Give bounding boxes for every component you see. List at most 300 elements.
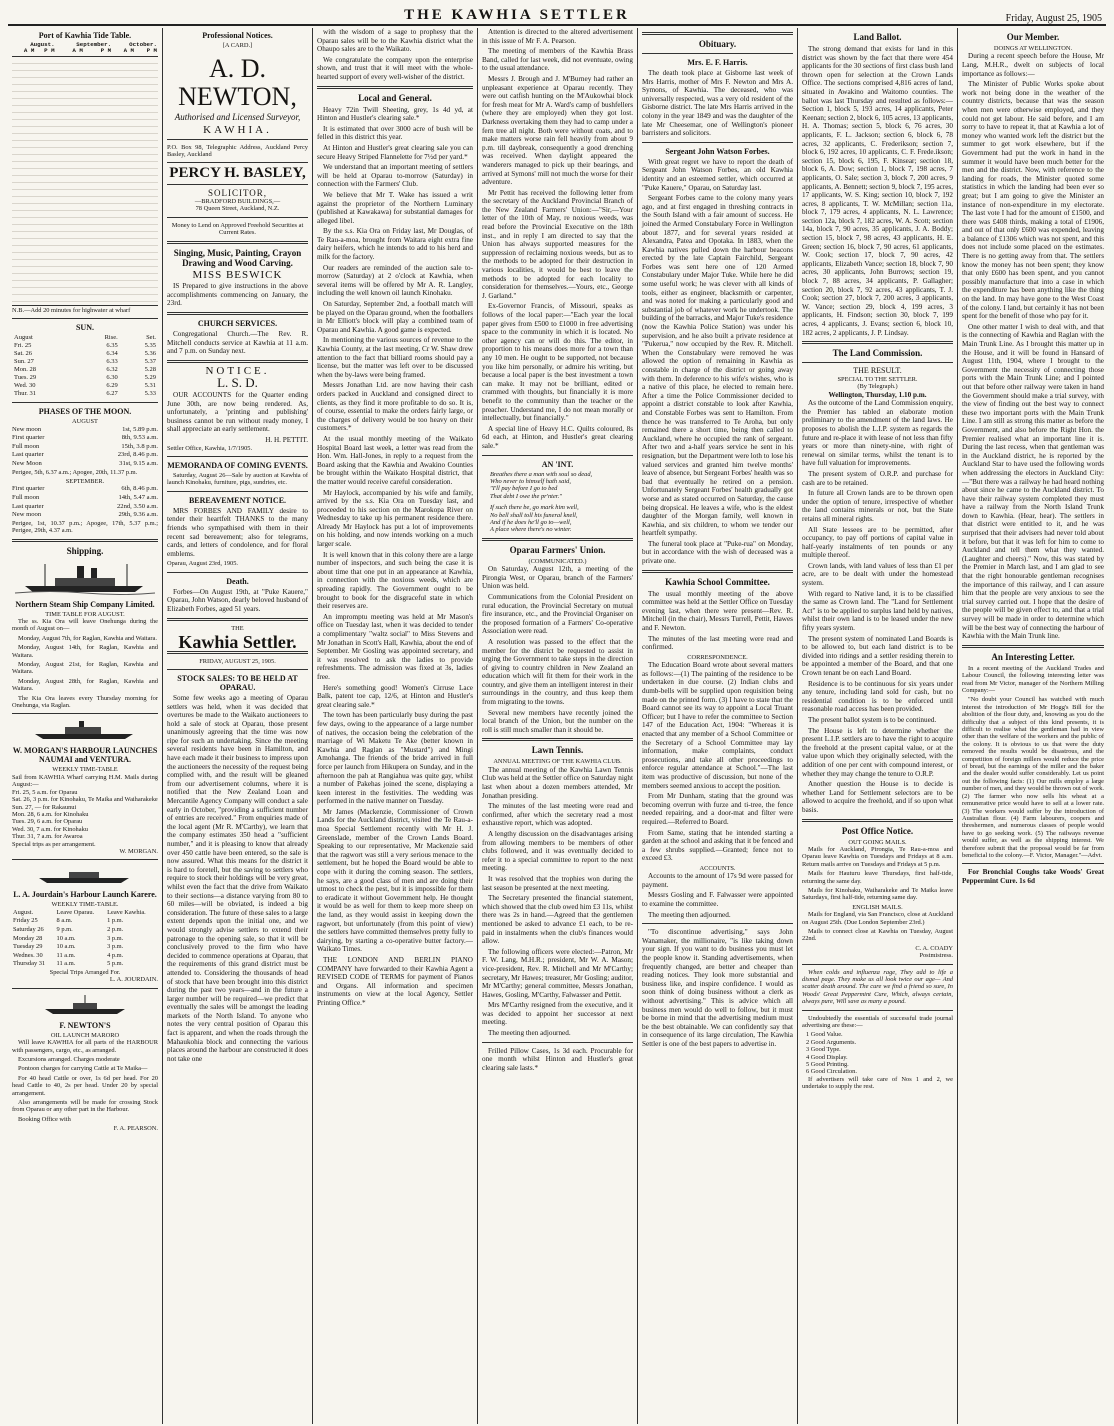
school-subhead: ACCOUNTS. bbox=[699, 864, 736, 872]
jourdain-kawhia: 1 p.m. bbox=[107, 917, 124, 925]
local-item: It is well known that in this colony there are a large number of inspectors, and such being the case it is about time that one put in an appearance at Kawhia, in connection with the noxious weeds, which are spreading rapidly. The Government ought to be brought to book for the disgraceful state in which their reserves are. bbox=[317, 550, 473, 611]
morgan-line: Tues. 29, 6 a.m. for Oparau bbox=[12, 818, 83, 826]
newton-launch-line: For 40 head Cattle or over, 1s 6d per head. For 20 head Cattle to 40, 2s per head. Under 20 by special arrangement. bbox=[12, 1074, 158, 1097]
column-1 bbox=[8, 28, 163, 1424]
pillow-ad: Frilled Pillow Cases, 1s 3d each. Procurable for one month whilst Hinton and Hustler's great clearing sale lasts.* bbox=[482, 1046, 633, 1072]
sun-header: Set. bbox=[146, 334, 156, 342]
sun-header: August bbox=[14, 334, 33, 342]
moon-aug-label: AUGUST bbox=[72, 418, 98, 426]
morgan-line: Special trips as per arrangement. bbox=[12, 840, 96, 848]
local-item: Ex-Governor Francis, of Missouri, speaks as follows of the local paper:—"Each year the local paper gives from £500 to £1000 in free advertising space to the community in which it is located. No other agency can or will do this. The editor, in proportion to his means does more for a town than any 10 men. He ought to be supported, not because you like him personally, or admire his writing, but because a local paper is the best investment a town can make. It may not be brilliant, edited or crammed with thoughts, but financially it is more benefit to the community than the teacher or the preacher. Understand me, I do not mean morally or intellectually, but financially." bbox=[482, 302, 633, 423]
tide-ampm: A M bbox=[23, 47, 35, 55]
sun-row bbox=[12, 366, 158, 374]
nss-line: The ss. Kia Ora will leave Onehunga during the month of August on— bbox=[12, 618, 158, 633]
morgan-title: W. MORGAN'S HARBOUR LAUNCHES NAUMAI and VENTURA. bbox=[12, 746, 158, 765]
ballot-para: The strong demand that exists for land in this district was shown by the fact that there were 454 applicants for the 30 sections of first class bush land thrown open for selection at the Crown Lands Office. The sections comprised 4,816 acres of land, situated in Awakino and Waitomo counties. The ballot was last Thursday and resulted as follows:—Section 1, block 5, 193 acres, 14 applicants, Peter Keenan; section 2, block 6, 105 acres, 13 applicants, H. A. Thomas; section 5, block 6, 76 acres, 30 applicants, F. L. Jackson; section 6, block 6, 78 acres, 32 applicants, C. Frederikson; section 7, block 6, 192 acres, 10 applicants, C. F. Frede.ikson; section 15, block 6, 195, F. Kinsear; section 18, block 6, A. Dow; section 1, block 7, 198 acres, 7 applicants, O. Sale; section 3, block 7, 200 acres, 9 applicants, A. Bennett; section 9, block 7, 195 acres, 17 applicants, W. S. King; section 10, block 7, 192 acres, 8 applicants, T. W. McMillan; section 11a, block 7, 179 acres, 4 applicants, N. L. Lawrence; section 12a, block 7, 182 acres, W. A. Scott; section 14a, block 7, 90 acres, 35 applicants, J. A. Boddy; section 15, block 7, 98 acres, 43 applicants, H. E. Green; section 16, block 7, 90 acres, 61 applicants, W. Cook; section 17, block 7, 90 acres, 42 applicants, Elizabeth Vance; section 18, block 7, 90 acres, 30 applicants, John Burrows; section 19, block 7, 88 acres, 34 applicants, P. Gallagher; section 20, block 7, 92 acres, 43 applicants, T. J. Cook; section 27, block 7, 200 acres, 3 applicants, W. Vance; section 29, block 4, 199 acres, 3 applicants, H. Findson; section 30, block 7, 199 acres, 4 applicants, J. Evans; section 6, block 10, 182 acres, 2 applicants, J. P. Lindsay. bbox=[802, 45, 953, 337]
tide-month: August. bbox=[30, 41, 55, 48]
english-mails-para: Mails to connect close at Kawhia on Tuesday, August 22nd. bbox=[802, 927, 953, 943]
essentials-intro: Undoubtedly the essentials of successful trade journal advertising are these:— bbox=[802, 1014, 953, 1030]
newton-launch-line: Pontoon charges for carrying Cattle at Te Maika— bbox=[18, 1065, 148, 1073]
tennis-para: A lengthy discussion on the disadvantages arising from allowing members to be members of other clubs followed, and it was eventually decided to refer it to a special committee to report to the next meeting. bbox=[482, 830, 633, 873]
sun-day: Wed. 30 bbox=[14, 382, 36, 390]
launch-icon bbox=[12, 718, 158, 742]
local-item: The town has been particularly busy during the past few days, owing to the appearance of a large number of natives, the occasion being the celebration of the marriage of Wi Maketu Te Ake (better known in Kawhia and Raglan as "Mustard") and Mingi Amohanga. The friends of the bride arrived in full force per launch from Hikupera on Sunday, and in the afternoon the pah at Rangiahua was quite gay, whilst a number of Pakehas joined the scene, displaying a keen interest in the festivities. The wedding was performed in the native manner on Tuesday. bbox=[317, 711, 473, 806]
school-para: Messrs Gosling and F. Falwasser were appointed to examine the committee. bbox=[642, 891, 793, 909]
tide-note: N.B.—Add 20 minutes for highwater at wharf bbox=[12, 306, 131, 314]
jourdain-title: L. A. Jourdain's Harbour Launch Karere. bbox=[13, 890, 157, 900]
moon-row bbox=[12, 443, 158, 452]
nss-line: Monday, August 14th, for Raglan, Kawhia and Waitara. bbox=[12, 644, 158, 659]
nss-line: Monday, August 7th, for Raglan, Kawhia and Waitara. bbox=[18, 634, 157, 642]
letter-title: An Interesting Letter. bbox=[991, 651, 1075, 662]
local-item: A special line of Heavy H.C. Quilts coloured, 8s 6d each, at Hinton, and Hustler's great clearing sale.* bbox=[482, 424, 633, 450]
sun-day: Sat. 26 bbox=[14, 350, 33, 358]
moon-phase: New moon bbox=[12, 425, 42, 433]
moon-sep-note: Perigee, 1st, 10.37 p.m.; Apogee, 17th, 5.37 p.m.; Perigee, 29th, 4.37 a.m. bbox=[12, 519, 158, 535]
moon-row bbox=[12, 494, 158, 503]
poem-line: "I'll pay before I go to bed bbox=[490, 485, 558, 493]
basley-name: PERCY H. BASLEY, bbox=[167, 162, 308, 185]
church-text: Congregational Church.—The Rev. R. Mitchell conducts service at Kawhia at 11 a.m. and 7 p.m. on Sunday next. bbox=[167, 330, 308, 356]
sun-rise: 6.30 bbox=[106, 374, 118, 382]
school-para: The minutes of the last meeting were read and confirmed. bbox=[642, 634, 793, 652]
sun-row bbox=[12, 382, 158, 390]
sun-row bbox=[12, 390, 158, 398]
moon-time: 14th, 5.47 a.m. bbox=[118, 494, 158, 501]
land-commission-para: Another question the House is to decide is whether Land for Settlement selectors are to be allowed to acquire the freehold, and if so upon what basis. bbox=[802, 780, 953, 814]
sun-rise: 6.33 bbox=[106, 358, 118, 366]
jourdain-row bbox=[12, 935, 158, 944]
newton-launch-subtitle: OIL LAUNCH MARORO bbox=[50, 1031, 120, 1039]
moon-sep-label: SEPTEMBER. bbox=[65, 478, 105, 485]
school-para: Accounts to the amount of 17s 9d were passed for payment. bbox=[642, 872, 793, 889]
farmers-sub: (COMMUNICATED.) bbox=[528, 557, 587, 565]
tide-table bbox=[12, 42, 158, 55]
sun-day: Fri. 25 bbox=[14, 342, 32, 350]
essentials-list bbox=[802, 1031, 953, 1075]
tennis-para: It was resolved that the trophies won during the last season be presented at the next meeting. bbox=[482, 874, 633, 892]
jourdain-kawhia: 5 p.m. bbox=[107, 960, 124, 968]
column-4 bbox=[478, 28, 638, 1424]
sun-day: Tues. 29 bbox=[14, 374, 37, 382]
sun-row bbox=[12, 342, 158, 350]
moon-row bbox=[12, 434, 158, 443]
post-office-para: Mails for Hauturu leave Thursdays, first half-tide, returning the same day. bbox=[802, 870, 953, 885]
moon-phase: Last quarter bbox=[12, 502, 44, 510]
moon-time: 15th, 3.8 p.m. bbox=[121, 442, 158, 450]
local-item: We believe that Mr T. Wake has issued a writ against the proprietor of the Northern Luminary (published at Kawakawa) for substantial damages for alleged libel. bbox=[317, 190, 473, 225]
moon-row bbox=[12, 511, 158, 520]
forbes-para: The funeral took place at "Puke-rua" on Monday, but in accordance with the wish of deceased was a private one. bbox=[642, 539, 793, 566]
shipping-title: Shipping. bbox=[66, 545, 104, 556]
tide-ampm-row bbox=[12, 48, 158, 54]
essentials-item: 4 Good Display. bbox=[806, 1053, 848, 1061]
land-commission-para: Residence is to be continuous for six years under any tenure, including land sold for cash, but no residential condition is to be enforced until reasonable road access has been provided. bbox=[802, 679, 953, 714]
english-mails-para: Mails for England, via San Francisco, close at Auckland on August 25th. (Due London September 23rd.) bbox=[802, 911, 953, 926]
moon-time: 29th, 9.36 a.m. bbox=[118, 511, 158, 519]
school-title: Kawhia School Committee. bbox=[665, 576, 770, 587]
school-para: The Education Board wrote about several matters as follows:—(1) The painting of the residence to be undertaken in due course. (2) Indian clubs and dumb-bells will be supplied upon requisition being made on the printed form. (3) I have to state that the Board cannot see its way to appoint a Local Truant Officer; but I have to refer the committee to Section 147 of the Education Act, 1904: "Whereas it is enacted that any member of a School Committee or the Secretary of a School Committee may lay information, make complaints, conduct prosecutions, and take all other proceedings to enforce regular attendance at School."—The last item was productive of discussion, but none of the members seemed anxious to accept the position. bbox=[642, 661, 793, 790]
nss-subtitle: TIME TABLE FOR AUGUST. bbox=[45, 610, 125, 618]
sun-rise: 6.29 bbox=[106, 382, 118, 390]
morgan-line: Sail from KAWHIA Wharf carrying H.M. Mails during August:— bbox=[12, 773, 158, 789]
local-item: By the s.s. Kia Ora on Friday last, Mr Douglas, of Te Rau-a-moa, brought from Waitara eight extra fine dairy heifers, which he intends to add to his herd and milk for the factory. bbox=[317, 227, 473, 262]
bottom-ad: For Bronchial Coughs take Woods' Great Peppermint Cure. 1s 6d bbox=[962, 868, 1104, 885]
moon-row bbox=[12, 451, 158, 460]
moon-phase: Full moon bbox=[12, 494, 40, 501]
poem-line: That debt I owe the pr'nter." bbox=[490, 492, 562, 500]
jourdain-note: Special Trips Arranged For. bbox=[49, 968, 121, 976]
moon-phase: First quarter bbox=[12, 485, 45, 493]
basley-address: 78 Queen Street, Auckland, N.Z. bbox=[195, 205, 280, 213]
moon-phase: First quarter bbox=[12, 434, 45, 442]
moon-time: 1st, 5.89 p.m. bbox=[122, 425, 158, 433]
masthead-date: Friday, August 25, 1905 bbox=[1005, 13, 1102, 24]
sun-day: Mon. 28 bbox=[14, 366, 37, 374]
steamship-icon bbox=[12, 560, 158, 596]
member-sub: DOINGS AT WELLINGTON. bbox=[993, 45, 1073, 52]
jourdain-oparau: 10 a.m. bbox=[56, 934, 76, 942]
jourdain-header: Leave Oparau. bbox=[56, 908, 95, 916]
death-title: Death. bbox=[226, 576, 249, 586]
moon-row bbox=[12, 503, 158, 512]
land-commission-para: In future all Crown lands are to be thrown open under the option of tenure, irrespective of whether the land contains minerals or not, but the State retains all mineral rights. bbox=[802, 489, 953, 523]
forbes-para: Sergeant Forbes came to the colony many years ago, and at first engaged in threshing contracts in the South Island with a fair amount of success. He joined the Armed Constabulary Force in Wellington about 1877, and for several years resided at Alexandra, Patea and Opotaka. In 1883, when the Kawhia natives pulled down the harbour beacons erected by the late Captain Fairchild, Sergeant Forbes was sent here one of 120 Armed Constabulary under Major Tuke. While here he did some useful work; he was clever with all kinds of tools, either as engineer, blacksmith or carpenter, and was noted for making a particularly good and substantial job of whatever work he undertook. The building of the barracks, and Major Tuke's residence (now the Kawhia Police Station) was under his supervision, and he also built a private residence at "Pukerua," now occupied by the Rev. R. Mitchell. When the Constabulary were removed he was allowed the option of remaining in Kawhia as constable in charge of the district or going away with them. In deference to his wife's wishes, who is a native of this place, he elected to remain here. After a time the Police Commissioner decided to appoint a district constable to look after Kawhia, and Constable Forbes was sent to Hamilton. From thence he was transferred to Te Aroha, but only remained there a short time, being then called to Auckland, where he occupied the rank of sergeant. After two and a-half years service he sent in his resignation, but the Department were loth to lose his valued services and granted him twelve months' leave of absence, but Sergeant Forbes' health was so bad that eventually he retired on a pension. Unfortunately Sergeant Forbes' health gradually got worse and as stated occurred on Saturday, the cause being dropsical. He leaves a wife, who is the eldest daughter of the Morgan family, well known in Kawhia, and six children, to whom we tender our heartfelt sympathy. bbox=[642, 194, 793, 538]
newton-launch-line: Booking Office with bbox=[18, 1115, 71, 1123]
morgan-line: Sun. 27, — for Rakaunui bbox=[12, 803, 77, 811]
local-item: Messrs J. Brough and J. M'Burney had rather an unpleasant experience at Oparau recently. They were out catfish hunting on the M'Aukowhai block for fresh meat for Mr A. Ward's camp of bushfellers (where they are employed) when they got lost. Darkness overtaking them they had to camp under a fern tree all night. Both were without coats, and to make matters worse rain fell heavily from about 9 p.m. till daybreak, consequently a good drenching was received. When daylight appeared the wanderers managed to pick up their bearings, and arrived at Symons' mill not much the worse for their adventure. bbox=[482, 74, 633, 187]
notice-title: NOTICE. bbox=[205, 364, 270, 377]
death-text: Forbes—On August 19th, at "Puke Kauere," Oparau, John Watson, dearly beloved husband of Elizabeth Forbes, aged 51 years. bbox=[167, 587, 309, 613]
letter-para: In a recent meeting of the Auckland Trades and Labour Council, the following interesting letter was read from Mr Victor, manager of the Northern Milling Company:— bbox=[962, 664, 1104, 694]
local-item: At the usual monthly meeting of the Waikato Hospital Board last week, a letter was read from the Hon. Wm. Hall-Jones, in reply to a request from the Board asking that the Kawhia and Awakino Counties be brought within the Waikato Hospital district, that the matter would receive careful consideration. bbox=[317, 434, 473, 486]
poem bbox=[482, 471, 633, 534]
jourdain-kawhia: 4 p.m. bbox=[107, 951, 124, 959]
lsd-title: L. S. D. bbox=[217, 375, 258, 391]
sun-set: 5.36 bbox=[144, 350, 156, 358]
forbes-title: Sergeant John Watson Forbes. bbox=[665, 146, 770, 156]
sun-title: SUN. bbox=[75, 323, 94, 333]
land-commission-para: The present ballot system is to be continued. bbox=[808, 715, 937, 724]
sun-header: Rise. bbox=[104, 334, 118, 342]
professional-title: Professional Notices. bbox=[202, 31, 273, 40]
poem-line: Breathes there a man with soul so dead, bbox=[490, 470, 593, 478]
poem-line: And if he does he'll go to—well, bbox=[490, 518, 572, 526]
morgan-line: Wed. 30, 7 a.m. for Kinohaku bbox=[12, 825, 88, 833]
school-para: The usual monthly meeting of the above committee was held at the Settler Office on Tuesday evening last, when there were present—Rev. R. Mitchell (in the chair), Messrs Turrell, Pettit, Hawes and F. Newton. bbox=[642, 589, 793, 633]
moon-phase: Full moon bbox=[12, 442, 40, 450]
stock-title: STOCK SALES: TO BE HELD AT OPARAU. bbox=[177, 673, 298, 692]
essentials-item: 5 Good Printing. bbox=[806, 1061, 849, 1069]
tennis-para: The annual meeting of the Kawhia Lawn Tennis Club was held at the Settler office on Saturday night last when about a dozen members attended, Mr Jonathan presiding. bbox=[482, 765, 633, 800]
issue-date: FRIDAY, AUGUST 25, 1905. bbox=[199, 657, 276, 665]
bereavement-title: BEREAVEMENT NOTICE. bbox=[188, 495, 287, 505]
sun-row bbox=[12, 358, 158, 366]
jourdain-row bbox=[12, 917, 158, 926]
local-item: Heavy 72in Twill Sheeting, grey, 1s 4d yd, at Hinton and Hustler's clearing sale.* bbox=[317, 105, 473, 123]
post-office-signature-title: Postmistress. bbox=[919, 952, 953, 960]
bereavement-text: MRS FORBES AND FAMILY desire to tender their heartfelt THANKS to the many friends who sympathised with them in their recent sad bereavement; also for telegrams, cards, and letters of condolence, and for floral emblems. bbox=[167, 506, 308, 558]
jourdain-header: August. bbox=[13, 908, 34, 916]
column-3 bbox=[313, 28, 478, 1424]
stock-continued: We congratulate the company upon the enterprise shown, and trust that it will meet with the whole-hearted support of every well-wisher of the district. bbox=[317, 55, 473, 81]
launch-icon bbox=[12, 864, 158, 886]
land-commission-para: The House is left to determine whether the present L.I.P. settlers are to have the right to acquire the freehold at the present capital value, or at the value upon which they originally selected, with the addition of one per cent with compound interest, or whether they may change the tenure to O.R.P. bbox=[802, 726, 953, 778]
poem-line: A place where there's no winter. bbox=[490, 526, 572, 534]
lsd-signature: H. H. PETTIT. bbox=[265, 435, 308, 444]
column-7 bbox=[958, 28, 1108, 1424]
essentials-item: 6 Good Circulation. bbox=[806, 1068, 857, 1076]
moon-time: 6th, 8.46 p.m. bbox=[121, 485, 158, 493]
newton-launch-line: Excursions arranged. Charges moderate bbox=[18, 1055, 120, 1063]
sun-set: 5.37 bbox=[144, 358, 156, 366]
moon-phase: Last quarter bbox=[12, 451, 44, 459]
memo-title: MEMORANDA OF COMING EVENTS. bbox=[167, 460, 308, 470]
morgan-line: Fri. 25, 5 a.m. for Oparau bbox=[12, 788, 78, 796]
sun-set: 5.31 bbox=[144, 382, 156, 390]
newton-town: KAWHIA. bbox=[203, 124, 272, 136]
obituary-sub: Mrs. E. F. Harris. bbox=[687, 58, 748, 67]
member-title: Our Member. bbox=[1006, 32, 1060, 42]
tide-month: October. bbox=[129, 41, 157, 48]
land-commission-para: All State lessees are to be permitted, after occupancy, to pay off portions of capital value in half-yearly instalments of ten pounds or any multiple thereof. bbox=[802, 525, 953, 560]
sun-set: 5.35 bbox=[144, 342, 156, 350]
jourdain-day: Thursday 31 bbox=[13, 960, 46, 968]
masthead-title: THE KAWHIA SETTLER bbox=[404, 7, 630, 23]
nss-line: Monday, August 28th, for Raglan, Kawhia and Waitara. bbox=[12, 677, 158, 693]
land-commission-telegraph: (By Telegraph.) bbox=[857, 383, 898, 391]
tide-title: Port of Kawhia Tide Table. bbox=[38, 31, 132, 40]
essentials-outro: If advertisers will take care of Nos 1 and 2, we undertake to supply the rest. bbox=[802, 1075, 953, 1091]
poem-title: AN 'INT. bbox=[541, 459, 574, 469]
jourdain-day: Wednes. 30 bbox=[13, 951, 43, 959]
jourdain-row bbox=[12, 943, 158, 952]
basley-building: —BRADFORD BUILDINGS,— bbox=[194, 198, 281, 205]
obituary-title: Obituary. bbox=[698, 39, 737, 49]
ballot-title: Land Ballot. bbox=[853, 32, 902, 42]
jourdain-day: Saturday 26 bbox=[13, 925, 44, 933]
post-office-sub: OUT GOING MAILS. bbox=[848, 838, 907, 846]
stock-text: Some few weeks ago a meeting of Oparau settlers was held, when it was decided that overtures be made to the Waikato auctioneers to hold a sale of stock at Oparau, those present unanimously agreeing that the time was now ripe for such an undertaking. Since the meeting several residents have been in Hamilton, and have each made it their business to impress upon the auctioneers the necessity of the request being complied with, and the result will be gleaned from our advertisement columns, where it is notified that the New Zealand Loan and Mercantile Agency Company will conduct a sale early in October, "providing a sufficient number of entries are received." From enquiries made of the local agent (Mr R. M'Carthy), we learn that the company estimates 350 head a "sufficient number," and it is pleasing to know that already over 450 cattle have been entered, so the sale is now assured. What this means for the district it is hard to foretell, but the saving to settlers who require to stock their holdings will be very great, whilst even the fact that the drive from Waikato to their sections—a distance varying from 80 to 60 miles—will be obviated, is indeed a big consideration. The future of these sales to a large extent depends upon the initial one, and we would strongly advise settlers to extend their patronage to the opening sale, so that it will be conclusively proved to the firm who have decided to commence operations at Oparau, that the requirements of this grand district must be attended to. Considering the thousands of head of stock that have been brought into this district during the past two years—and in the future a larger number will be required—we predict that eventually the sales will be amongst the leading markets of the North Island. To anyone who notes the very central position of Oparau this fact is apparent, and when the roads through the Mahaukohia block and connecting the various places around the harbour are constructed it does not take one bbox=[167, 693, 308, 1063]
jourdain-kawhia: 3 p.m. bbox=[107, 934, 124, 942]
tennis-para: Mrs M'Carthy resigned from the executive, and it was decided to appoint her successor at next meeting. bbox=[482, 1001, 633, 1027]
nss-line: The Kia Ora leaves every Thursday morning for Onehunga, via Raglan. bbox=[12, 694, 158, 710]
lsd-office: Settler Office, Kawhia, 1/7/1905. bbox=[167, 444, 253, 452]
newton-launch-signature: F. A. PEARSON. bbox=[113, 1125, 158, 1133]
school-para: The meeting then adjourned. bbox=[648, 910, 731, 919]
newton-launch-line: Will leave KAWHIA for all parts of the HARBOUR with passengers, cargo, etc., as arranged. bbox=[12, 1039, 158, 1054]
sun-rise: 6.34 bbox=[106, 350, 118, 358]
land-commission-para: The present system of O.R.P. and purchase for cash are to be retained. bbox=[802, 469, 953, 487]
farmers-title: Oparau Farmers' Union. bbox=[509, 544, 606, 555]
jourdain-row bbox=[12, 960, 158, 969]
post-office-signature: C. A. COADY bbox=[915, 944, 953, 952]
morgan-subtitle: WEEKLY TIME-TABLE bbox=[52, 766, 118, 774]
land-commission-para: As the outcome of the Land Commission enquiry, the Premier has tabled an elaborate motion preliminary to the amendment of the land laws. He proposes to abolish the L.I.P. system as regards the future and re-place it with lease of not less than fifty years or more than ninety-nine, with right of renewal on similar terms, whilst the tenant is to have full valuation for improvements. bbox=[802, 399, 953, 468]
english-mails-title: ENGLISH MAILS. bbox=[852, 903, 903, 911]
poem-line: No bell shall toll his funeral knell, bbox=[490, 511, 578, 519]
jourdain-subtitle: WEEKLY TIME-TABLE. bbox=[51, 901, 119, 909]
essentials-item: 2 Good Arguments. bbox=[806, 1038, 857, 1046]
jourdain-day: Friday 25 bbox=[13, 917, 38, 925]
land-commission-title: The Land Commission. bbox=[832, 348, 923, 359]
local-item: Messrs Jonathan Ltd. are now having their cash orders packed in Auckland and consigned direct to clients, as they find it more profitable to do so. It is, of course, essential to make the orders fairly large, or the charges of delivery would be too heavy on their customers.* bbox=[317, 381, 473, 433]
post-office-para: Mails for Kinohaku, Waiharakeke and Te Maika leave Saturdays, first half-tide, returning same day. bbox=[802, 886, 953, 902]
jourdain-day: Monday 28 bbox=[13, 934, 43, 942]
post-office-title: Post Office Notice. bbox=[841, 825, 914, 836]
moon-row bbox=[12, 485, 158, 494]
sun-rise: 6.35 bbox=[106, 342, 118, 350]
local-item: We understand that an important meeting of settlers will be held at Oparau to-morrow (Saturday) in connection with the Farmers' Club. bbox=[317, 163, 473, 189]
morgan-line: Thur. 31, 7 a.m. for Awaroa bbox=[12, 833, 83, 841]
land-commission-para: Crown lands, with land values of less than £1 per acre, are to be dealt with under the homestead system. bbox=[802, 561, 953, 588]
masthead bbox=[8, 4, 1106, 26]
tennis-para: The meeting then adjourned. bbox=[488, 1029, 571, 1038]
poem-line: Who never to himself hath said, bbox=[490, 477, 571, 485]
cough-verse: When colds and influenza rage, They add to life a dismal page. They make us all look twice our age— And scatter death around. The cure we find a friend so sure, In Woods' Great Peppermint Cure, Which, always certain, always pure, Will save as many a pound. bbox=[802, 968, 953, 1006]
land-commission-para: With regard to Native land, it is to be classified the same as Crown land. The "Land for Settlement Act" is to be applied to surplus land held by natives, whilst their own land is to be leased under the new fifty years system. bbox=[802, 589, 953, 633]
jourdain-table bbox=[12, 909, 158, 969]
jourdain-kawhia: 3 p.m. bbox=[107, 943, 124, 951]
moon-row bbox=[12, 426, 158, 435]
tennis-title: Lawn Tennis. bbox=[531, 745, 584, 756]
beswick-heading: Singing, Music, Painting, Crayon Drawing and Wood Carving. bbox=[173, 247, 302, 268]
jourdain-oparau: 11 a.m. bbox=[56, 951, 76, 959]
nameplate-the: THE bbox=[231, 624, 244, 632]
forbes-para: With great regret we have to report the death of Sergeant John Watson Forbes, an old Kawhia identity and an esteemed settler, which occurred at "Puke Kauere," Oparau, on Saturday last. bbox=[642, 157, 793, 192]
nss-title: Northern Steam Ship Company Limited. bbox=[15, 599, 155, 609]
farmers-para: On Saturday, August 12th, a meeting of the Pirongia West, or Oparau, branch of the Farmers' Union was held. bbox=[482, 565, 633, 591]
sun-row bbox=[12, 350, 158, 358]
tennis-para: The Secretary presented the financial statement, which showed that the club owed him £3 11s, whilst there was 2s in hand.—Agreed that the gentlemen mentioned be asked to advance £1 each, to be re-paid in instalments when the club's finances would allow. bbox=[482, 894, 633, 946]
tide-ampm: P M bbox=[44, 47, 55, 55]
local-item: It is estimated that over 3000 acre of bush will be felled in this district this year. bbox=[317, 124, 473, 142]
newton-launch-line: Also arrangements will be made for crossing Stock from Oparau or any other part in the Harbour. bbox=[12, 1098, 158, 1114]
tide-ampm: P M bbox=[146, 47, 157, 55]
sun-rise: 6.32 bbox=[106, 366, 118, 374]
morgan-line: Sat. 26, 3 p.m. for Kinohaku, Te Maika and Waiharakeke bbox=[12, 796, 158, 804]
local-item: Mr Haylock, accompanied by his wife and family, arrived by the s.s. Kia Ora on Tuesday last, and proceeded to his section on the Marokopa River on Wednesday to take up his permanent residence there. Already Mr Haylock has put a lot of improvements on his holding, and now intends working on a much larger scale. bbox=[317, 488, 473, 549]
moon-row bbox=[12, 460, 158, 469]
moon-time: 23rd, 8.46 p.m. bbox=[117, 451, 158, 459]
sun-day: Thur. 31 bbox=[14, 390, 37, 398]
newton-launch-title: F. NEWTON'S bbox=[59, 1020, 111, 1030]
stock-continued: with the wisdom of a sage to prophesy that the Oparau sales will be to the Kawhia district what the Ohaupo sales are to the Waikato. bbox=[317, 28, 473, 54]
school-subhead: CORRESPONDENCE. bbox=[687, 653, 748, 661]
columns bbox=[8, 28, 1106, 1424]
moon-phase: New Moon bbox=[12, 460, 42, 467]
school-para: From Mr Dunham, stating that the ground was becoming overrun with furze and ti-tree, the fence needed repairing, and a door-mat and filter were required.—Referred to Board. bbox=[642, 792, 793, 826]
jourdain-row bbox=[12, 952, 158, 961]
local-item: The meeting of members of the Kawhia Brass Band, called for last week, did not eventuate, owing to the usual attendance. bbox=[482, 47, 633, 73]
member-para: During a recent speech before the House, Mr Lang, M.H.R., dwelt on subjects of local importance as follows:— bbox=[962, 52, 1104, 78]
local-item: THE LONDON AND BERLIN PIANO COMPANY have forwarded to their Kawhia Agent a REVISED CODE of TERMS for payment of Pianos and Organs. All information and specimen instruments on view at the local Agency, Settler Printing Office.* bbox=[317, 955, 473, 1007]
lsd-text: OUR ACCOUNTS for the Quarter ending June 30th, are now being rendered. As, unfortunately, a 'printing and publishing' business cannot be run without ready money, I shall appreciate an early settlement. bbox=[167, 390, 308, 434]
beswick-name: MISS BESWICK bbox=[192, 268, 283, 281]
local-item: Attention is directed to the altered advertisement in this issue of Mr F. A. Pearson. bbox=[482, 28, 633, 45]
farmers-para: Several new members have recently joined the local branch of the Union, but the number on the roll is still much smaller than it should be. bbox=[482, 708, 633, 734]
land-commission-special: SPECIAL TO THE SETTLER. bbox=[837, 375, 918, 383]
member-para: The Minister of Public Works spoke about work not being done in the weather of the country districts, because that was the season when men were otherwise employed, and they could not get labour. He said before, and I am sorry to have to repeat it, that at Kawhia a lot of money who wanted work left the district but the summer to get work elsewhere, but if the Government had put the work in hand in the summer it would have been much better for the men and the district. Now, with reference to the landing for roads, the Minister quoted some statistics in which the landing had been ever so great; but I am going to give the Minister an instance of non-expenditure in my electorate. The last vote I had for the amount of £1500, and there was £408 thirds, making a total of £1906, and out of that only £600 was expended, leaving a balance of £1306 which was not spent, and this does not include some placed on the estimates. There is no getting away from that. The settlers know the money has not been spent; they know that only £600 has been spent, and you cannot possibly manufacture that into a case in which the expenditure has been anything like the thing on the land. In may have gone to the West Coast of the colony. I land, but certainly it has not been spent for the benefit of those who pay for it. bbox=[962, 80, 1104, 321]
essentials-item: 1 Good Value. bbox=[806, 1031, 843, 1039]
jourdain-oparau: 8 a.m. bbox=[56, 917, 73, 925]
obituary-para: The death took place at Gisborne last week of Mrs Harris, mother of Mrs F. Newton and Mrs A. Symons, of Kawhia. The deceased, who was universally respected, was a very old resident of the Gisborne district. The late Mrs Harris arrived in the colony in the year 1849 and was the daughter of the late Mr Cheesemar, one of Wellington's pioneer barristers and solicitors. bbox=[642, 69, 793, 138]
moon-aug-note: Perigee, 5th, 6.37 a.m.; Apogee, 20th, 11.37 p.m. bbox=[12, 468, 138, 476]
wanamaker-quote: "To discontinue advertising," says John Wanamaker, the millionaire, "is like taking down your sign. If you want to do business you must let the people know it. Standing advertisements, when frequently changed, are better and cheaper than reading notices. They look more substantial and business like, and inspire confidence. I would as soon think of doing business without a clerk as without advertising." This is advice which all business men would do well to follow, but it must be borne in mind that the advertising medium must be the best obtainable. We can confidently say that in consequence of its large circulation, The Kawhia Settler is one of the best papers to advertise in. bbox=[642, 928, 793, 1048]
bereavement-place: Oparau, August 23rd, 1905. bbox=[167, 560, 238, 568]
local-item: Mr Pettit has received the following letter from the secretary of the Auckland Provincial Branch of the New Zealand Farmers' Union:—"Sir,—Your letter of the 10th of May, re noxious weeds, was read before the Provincial Executive on the 18th inst., and in reply I am directed to say that the Union has always supported measures for the suppression of reclaiming noxious weeds, but as to the methods to be adopted for their destruction in various localities, it would be best to leave the methods to be adopted for each locality to consideration for themselves.—Yours, etc., George J. Garland." bbox=[482, 188, 633, 300]
sun-row bbox=[12, 374, 158, 382]
tennis-sub: ANNUAL MEETING OF THE KAWHIA CLUB. bbox=[493, 758, 622, 766]
local-item: Here's something good! Women's Cirruse Lace Balk, patent toe cap, 12/6, at Hinton and Hustler's great clearing sale.* bbox=[317, 683, 473, 709]
local-item: In mentioning the various sources of revenue to the Kawhia County, at the last meeting, Cr W. Shaw drew attention to the fact that billiard rooms should pay a license, but the matter was left over to be discussed when the by-laws were being framed. bbox=[317, 336, 473, 379]
tide-ampm: A M bbox=[72, 47, 83, 55]
memo-text: Saturday, August 26—Sale by auction at Kawhia of launch Kinohaku, furniture, pigs, sundries, etc. bbox=[167, 471, 308, 487]
basley-money: Money to Lend on Approved Freehold Securities at Current Rates. bbox=[171, 221, 304, 237]
card-label: [A CARD.] bbox=[222, 42, 253, 49]
jourdain-row bbox=[12, 926, 158, 935]
school-para: From Same, stating that he intended starting a garden at the school and asking that it be fenced and a few shrubs supplied.—Granted; fence not to exceed £3. bbox=[642, 828, 793, 863]
tide-ampm: A M bbox=[123, 47, 135, 55]
sun-set: 5.28 bbox=[144, 366, 156, 374]
essentials-item: 3 Good Type. bbox=[806, 1046, 841, 1054]
post-office-para: Mails for Auckland, Pirongia, Te Rau-a-moa and Oparau leave Kawhia on Tuesdays and Fridays at 8 a.m. Return mails arrive on Tuesdays and Fridays at 5 p.m. bbox=[802, 845, 953, 868]
church-title: CHURCH SERVICES. bbox=[197, 319, 278, 328]
newton-role: Authorised and Licensed Surveyor, bbox=[174, 112, 301, 123]
farmers-para: Communications from the Colonial President on rural education, the Provincial Secretary on mutual fire insurance, etc., and the Provincial Organiser on the proposed formation of a Farmers' Co-operative Association were read. bbox=[482, 592, 633, 636]
basley-role: SOLICITOR, bbox=[207, 188, 268, 199]
nss-line: Monday, August 21st, for Raglan, Kawhia and Waitara. bbox=[12, 661, 158, 676]
nameplate: Kawhia Settler. bbox=[178, 631, 297, 652]
poem-line: If such there be, go mark him well, bbox=[490, 504, 579, 512]
jourdain-oparau: 11 a.m. bbox=[56, 960, 76, 968]
sun-rise: 6.27 bbox=[106, 390, 118, 398]
local-item: An impromptu meeting was held at Mr Mason's office on Tuesday last, when it was decided to tender a complimentary "waltz social" to Miss Stevens and Mr Jonathan in Scott's Hall, Kawhia, about the end of September. Mr Gosling was appointed secretary, and it was resolved to ask the ladies to provide refreshments. The admission was fixed at 3s, ladies free. bbox=[317, 612, 473, 681]
column-6 bbox=[798, 28, 958, 1424]
jourdain-oparau: 9 p.m. bbox=[56, 925, 73, 933]
moon-time: 31st, 9.15 a.m. bbox=[119, 460, 158, 467]
sun-header-row bbox=[12, 334, 158, 342]
newton-name: A. D. NEWTON, bbox=[178, 54, 297, 112]
jourdain-kawhia: 2 p.m. bbox=[107, 925, 124, 933]
moon-time: 22nd, 3.50 a.m. bbox=[116, 502, 158, 510]
letter-para: "No doubt your Council has watched with much interest the introduction of Mr Hogg's Bill for the abolition of the flour duty, and, knowing as you do the difficulty that a subject of this kind presents, it is difficult to realise what the gentleman had in view other than the welfare of the workers and the public of the colony. It is obvious to us that were the duty removed the results would be disastrous, and the competition of foreign millers would reduce the price of bread, but the earnings of the miller and the baker and the dealer would suffer considerably. Let us point out the following facts: (1) Our mills employ a large number of men, and they would be thrown out of work. (2) The farmer who now sells his wheat at a remunerative price would have to sell at a lower rate. (3) The workers would suffer by the introduction of Australian flour. (4) Farm labourers, coopers and threshermen, and numerous classes of people would have to go seeking work. (5) The railways revenue would suffer, as well as the shipping interest. We therefore submit that the proposal would be far from beneficial to the colony.—F. Victor, Manager."—Advt. bbox=[962, 696, 1104, 859]
member-para: One other matter I wish to deal with, and that is the connecting of Kawhia and Raglan with the Main Trunk Line. As I brought this matter up in the House, and it will be found in Hansard of August 11th, 1904, where I brought to the Government the necessity of connecting those ports with the Main Trunk Line; and I pointed out that before other railway were taken in hand the Government should make a trial survey, with the view of finding out the best way to connect these two important ports with the Main Trunk Line. I am still as strong this matter as before the Government, and also before the Right Hon. the Premier realised what an important line it is. During the last recess, when that gentleman was in the Auckland district, he is reported by the Auckland Star to have used the following words when addressing the electors in Auckland City:—"But there was a railway he had heard nothing about since he came to the Auckland district. To have their railway system completed they must have a railway from the North Island Trunk down to Kawhia. (Hear, hear). The settlers in that district were entitled to it, and he was surprised that their advisers had never told about it before, but that it was left for him to come to Auckland and tell them what they wanted. (Laughter and cheers)." Now, this was stated by the Premier in March last, and I am glad to see that the right honourable gentleman recognises the importance of this railway, and I can assure him that the people are very anxious to see the trial survey carried out. I hope that the desire of the people will be given effect to, and that a trial survey will be made in order to determine which will be the best way of connecting the harbour of Kawhia with the Main Trunk line. bbox=[962, 322, 1104, 641]
local-item: Our readers are reminded of the auction sale to-morrow (Saturday) at 2 o'clock at Kawhia, when several items will be offered by Mr A. R. Langley, including the well known oil launch Kinohaku. bbox=[317, 263, 473, 298]
oil-launch-icon bbox=[12, 993, 158, 1017]
local-item: At Hinton and Hustler's great clearing sale you can secure Heavy Striped Flannelette for 7½d per yard.* bbox=[317, 143, 473, 161]
tide-ampm: P M bbox=[100, 47, 112, 55]
sun-set: 5.29 bbox=[144, 374, 156, 382]
moon-phase: New moon bbox=[12, 511, 42, 519]
jourdain-oparau: 10 a.m. bbox=[56, 943, 76, 951]
sun-day: Sun. 27 bbox=[14, 358, 34, 366]
jourdain-day: Tuesday 29 bbox=[13, 943, 43, 951]
jourdain-signature: L. A. JOURDAIN. bbox=[109, 976, 158, 984]
tide-grid bbox=[12, 56, 158, 306]
local-item: On Saturday, September 2nd, a football match will be played on the Oparau ground, when the footballers in Mr Elliott's block will play a combined team of Oparau and Kawhia. A good game is expected. bbox=[317, 300, 473, 334]
sun-set: 5.33 bbox=[144, 390, 156, 398]
sun-table bbox=[12, 334, 158, 398]
land-commission-result: THE RESULT. bbox=[853, 366, 902, 376]
jourdain-header-row bbox=[12, 909, 158, 918]
tide-month: September. bbox=[76, 41, 112, 48]
land-commission-dateline: Wellington, Thursday, 1.10 p.m. bbox=[828, 390, 927, 399]
moon-title: PHASES OF THE MOON. bbox=[38, 407, 132, 417]
morgan-signature: W. MORGAN. bbox=[119, 847, 158, 855]
moon-time: 8th, 9.53 a.m. bbox=[121, 434, 158, 442]
local-item: Mr James (Mackenzie, Commissioner of Crown Lands for the Auckland district, visited the Te Rau-a-moa Special Settlement recently with Mr H. J. Greenslade, member of the Crown Lands Board. Speaking to our representative, Mr Mackenzie said that the ragwort was still a very serious menace to the settlement, but he hoped the Board would be able to cope with it during the coming season. The settlers, he says, are a good class of men and are doing their utmost to check the pest, but it is impossible for them to eradicate it without Government help. He thought it would be as well for them to keep more sheep on the land, as they would assist in keeping down the ragwort, but unfortunately (from this point of view) the settlers have committed themselves pretty fully to dairying, by starting a co-operative butter factory.—Waikato Times. bbox=[317, 807, 473, 954]
